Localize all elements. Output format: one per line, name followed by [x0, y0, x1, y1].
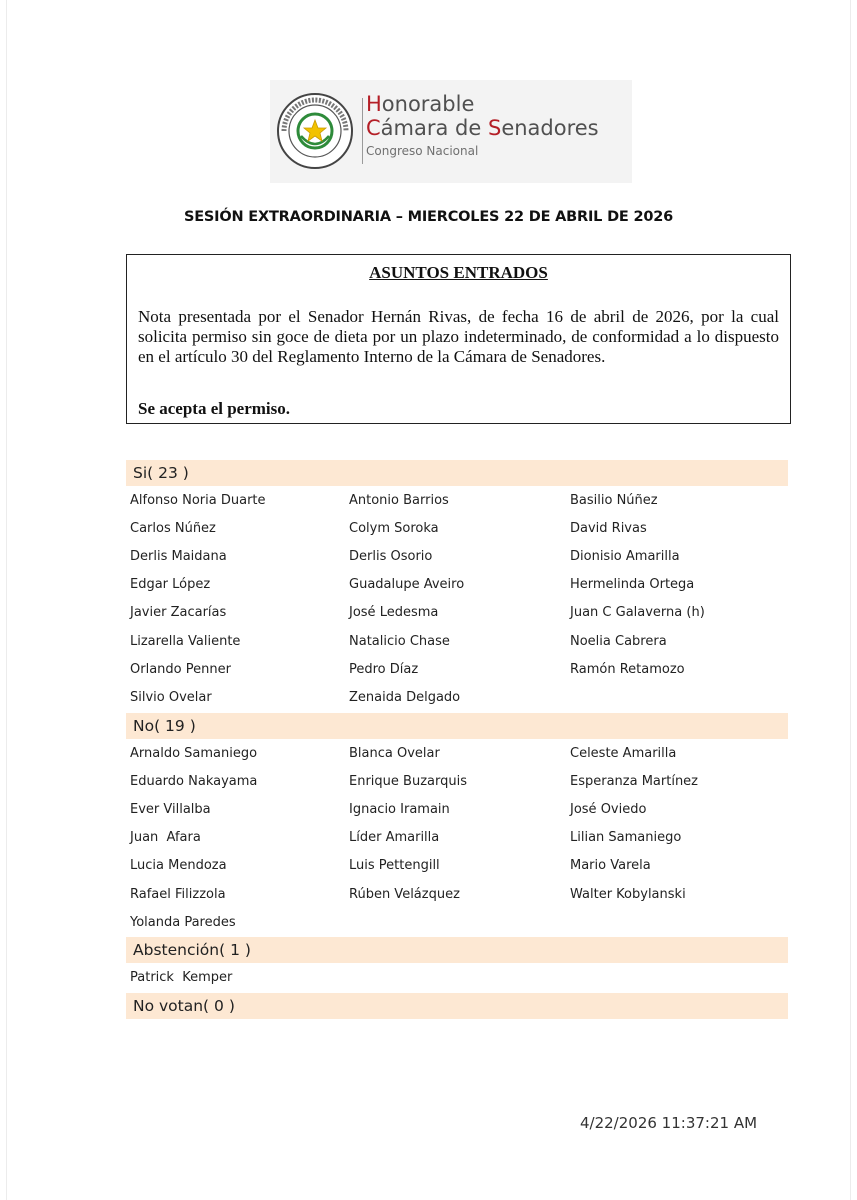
senator-name: Noelia Cabrera — [570, 633, 667, 649]
senator-name: Arnaldo Samaniego — [130, 746, 258, 761]
logo-cap-c: C — [366, 116, 381, 140]
agenda-decision: Se acepta el permiso. — [138, 399, 291, 418]
senator-name: Lucia Mendoza — [130, 858, 227, 874]
senator-name: Juan Afara — [130, 830, 201, 846]
senator-name: Antonio Barrios — [349, 493, 449, 508]
senator-name: Derlis Maidana — [130, 549, 227, 565]
senator-name: Ramón Retamozo — [570, 661, 685, 677]
logo-wordmark — [366, 92, 599, 158]
senator-name: Celeste Amarilla — [570, 746, 677, 761]
senator-name: Derlis Osorio — [349, 549, 433, 565]
senator-name: Ignacio Iramain — [349, 802, 450, 818]
senator-name: Natalicio Chase — [349, 633, 450, 649]
senator-name: Guadalupe Aveiro — [349, 577, 465, 593]
agenda-box — [126, 254, 791, 424]
agenda-body: Nota presentada por el Senador Hernán Rivas, de fecha 16 de abril de 2026, por la cual solicita permiso sin goce de dieta por un plazo indeterminado, de conformidad a lo dispuesto en el artículo 30 del Reglamento Interno de la Cámara de Senadores. — [138, 307, 779, 366]
senator-name: Edgar López — [130, 577, 211, 593]
senate-logo — [270, 80, 632, 183]
senator-name: Eduardo Nakayama — [130, 774, 258, 790]
logo-cap-h: H — [366, 92, 382, 116]
senator-name: Mario Varela — [570, 858, 651, 874]
senator-name: Rúben Velázquez — [349, 886, 460, 902]
senator-name: Zenaida Delgado — [349, 689, 461, 705]
senator-name: Rafael Filizzola — [130, 886, 226, 902]
senator-name: Dionisio Amarilla — [570, 549, 680, 565]
senator-name: David Rivas — [570, 521, 647, 537]
timestamp: 4/22/2026 11:37:21 AM — [580, 1114, 758, 1132]
senator-name: Yolanda Paredes — [130, 914, 236, 930]
logo-divider — [362, 98, 363, 164]
senator-name: Alfonso Noria Duarte — [130, 493, 266, 508]
logo-line-honorable — [366, 92, 599, 116]
vote-header-no: No( 19 ) — [126, 713, 788, 739]
senator-name: Esperanza Martínez — [570, 774, 699, 790]
senator-name: Walter Kobylanski — [570, 886, 686, 902]
senator-name: José Oviedo — [570, 802, 647, 818]
logo-line-congreso: Congreso Nacional — [366, 144, 479, 158]
logo-cap-s: S — [487, 116, 502, 140]
seal-icon — [276, 92, 354, 170]
senator-name: Javier Zacarías — [130, 605, 227, 621]
vote-header-no-votan: No votan( 0 ) — [126, 993, 788, 1019]
vote-header-si: Si( 23 ) — [126, 460, 788, 486]
senator-name: Líder Amarilla — [349, 830, 440, 846]
senator-name: Blanca Ovelar — [349, 746, 440, 761]
senator-name: Enrique Buzarquis — [349, 774, 467, 790]
agenda-title: ASUNTOS ENTRADOS — [369, 263, 548, 282]
senator-name: Pedro Díaz — [349, 661, 419, 677]
logo-word-camara: ámara de — [380, 116, 488, 140]
logo-line-camara — [366, 116, 599, 140]
senator-name: Silvio Ovelar — [130, 689, 212, 705]
senator-name: José Ledesma — [349, 605, 439, 621]
vote-header-abstencion: Abstención( 1 ) — [126, 937, 788, 963]
senator-name: Hermelinda Ortega — [570, 577, 695, 593]
senator-name: Colym Soroka — [349, 521, 439, 537]
logo-word-honorable: onorable — [381, 92, 475, 116]
senator-name: Luis Pettengill — [349, 858, 440, 874]
senator-name: Juan C Galaverna (h) — [570, 605, 705, 621]
senator-name: Orlando Penner — [130, 661, 231, 677]
session-title: SESIÓN EXTRAORDINARIA – MIERCOLES 22 DE ABRIL DE 2026 — [183, 209, 674, 225]
senator-name: Carlos Núñez — [130, 521, 216, 537]
senator-name: Lizarella Valiente — [130, 633, 241, 649]
senator-name: Lilian Samaniego — [570, 830, 682, 846]
logo-word-senadores: enadores — [501, 116, 599, 140]
senator-name: Ever Villalba — [130, 802, 211, 818]
senator-name: Basilio Núñez — [570, 493, 658, 508]
senator-name: Patrick Kemper — [130, 970, 233, 985]
